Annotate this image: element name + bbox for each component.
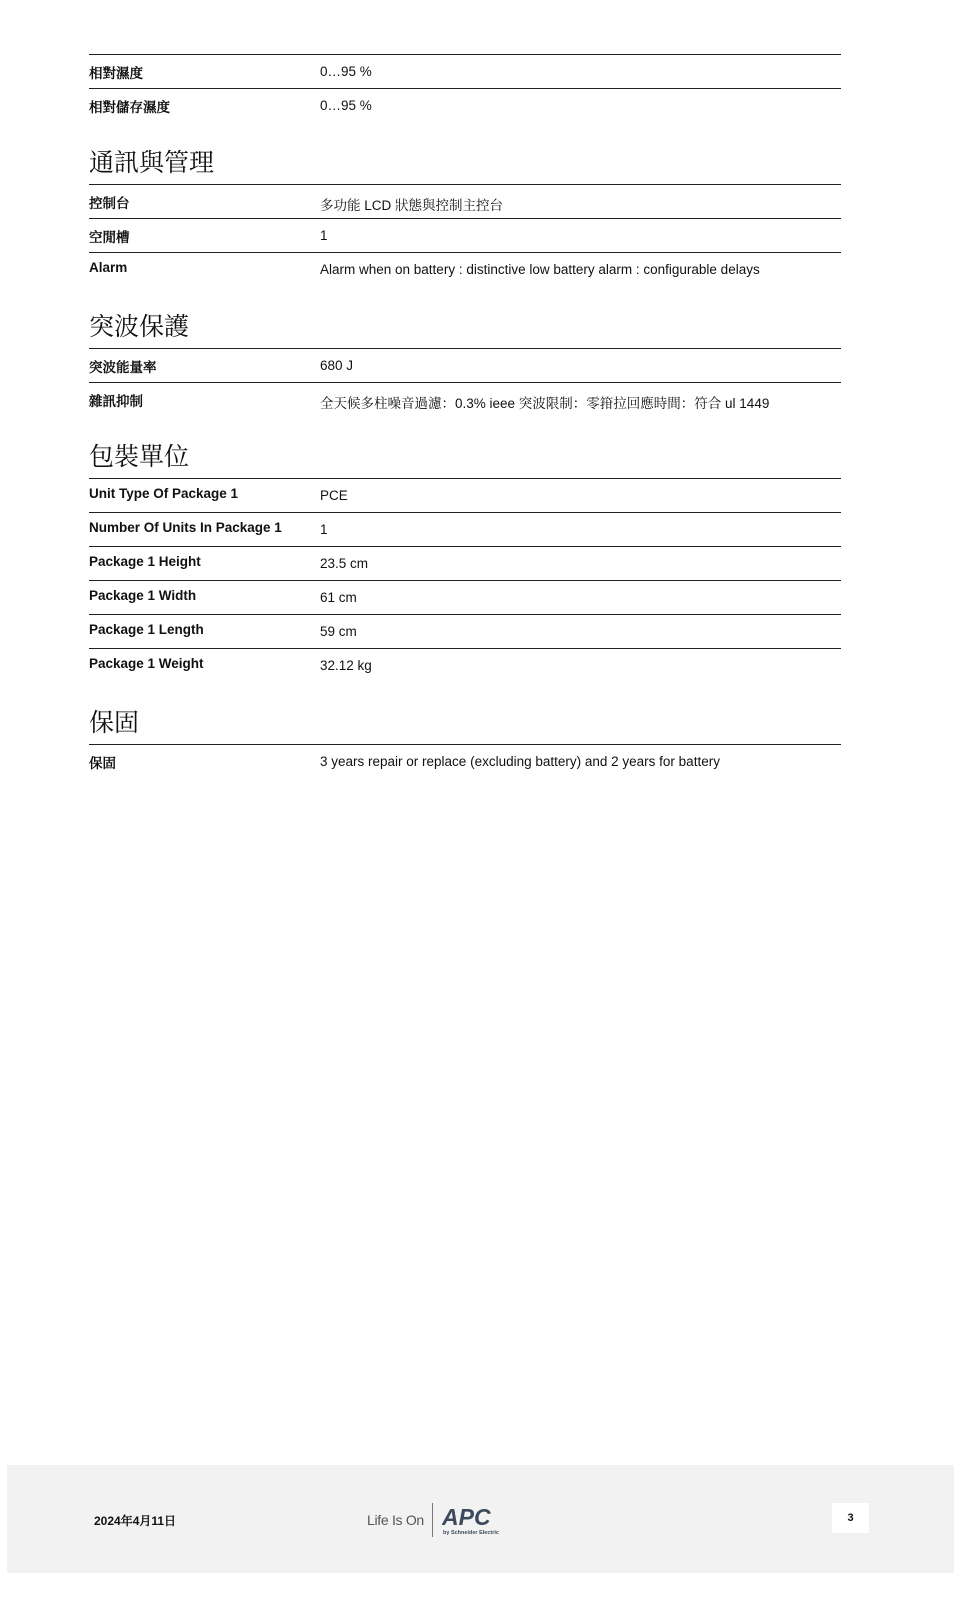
spec-row (89, 382, 841, 416)
spec-label: Package 1 Height (89, 554, 201, 569)
spec-value: 59 cm (320, 624, 357, 639)
spec-row (89, 348, 841, 382)
spec-value: 61 cm (320, 590, 357, 605)
spec-label: 空閒槽 (89, 230, 130, 245)
spec-row (89, 88, 841, 122)
spec-value: 32.12 kg (320, 658, 372, 673)
spec-label: Package 1 Length (89, 622, 204, 637)
spec-row (89, 184, 841, 218)
brand-divider (432, 1503, 433, 1537)
apc-logo (442, 1506, 508, 1535)
section-environment (89, 54, 841, 122)
section-communications (89, 122, 841, 286)
spec-label: 相對儲存濕度 (89, 100, 170, 115)
spec-content (89, 54, 841, 778)
spec-value: 3 years repair or replace (excluding battery) and 2 years for battery (320, 754, 720, 769)
section-title: 通訊與管理 (89, 149, 215, 177)
brand-sub: by Schneider Electric (442, 1529, 499, 1535)
section-title: 包裝單位 (89, 443, 190, 471)
footer-date: 2024年4月11日 (94, 1514, 177, 1528)
section-warranty (89, 682, 841, 778)
spec-row (89, 648, 841, 682)
section-title: 保固 (89, 709, 140, 737)
spec-label: 雜訊抑制 (89, 394, 143, 409)
spec-row (89, 546, 841, 580)
spec-label: 突波能量率 (89, 360, 157, 375)
spec-row (89, 54, 841, 88)
spec-value: 0…95 % (320, 64, 372, 79)
spec-row (89, 512, 841, 546)
spec-value: 23.5 cm (320, 556, 369, 571)
apc-wordmark-icon (442, 1506, 508, 1528)
spec-row (89, 478, 841, 512)
spec-value: 全天候多柱噪音過濾：0.3% ieee 突波限制：零箝拉回應時間：符合 ul 1449 (320, 396, 770, 411)
section-surge-protection (89, 286, 841, 416)
spec-label: Package 1 Weight (89, 656, 204, 671)
page-number: 3 (832, 1503, 869, 1533)
spec-label: Unit Type Of Package 1 (89, 486, 239, 501)
spec-value: 多功能 LCD 狀態與控制主控台 (320, 198, 504, 213)
spec-label: Number Of Units In Package 1 (89, 520, 282, 535)
spec-value: 1 (320, 228, 328, 243)
page-footer (7, 1465, 954, 1573)
spec-row (89, 744, 841, 778)
spec-label: Package 1 Width (89, 588, 197, 603)
schneider-sub-icon (442, 1528, 508, 1535)
spec-value: PCE (320, 488, 348, 503)
section-title: 突波保護 (89, 313, 190, 341)
tagline: Life Is On (367, 1512, 424, 1528)
spec-row (89, 218, 841, 252)
spec-label: 保固 (89, 756, 116, 771)
section-packaging (89, 416, 841, 682)
spec-row (89, 252, 841, 286)
spec-row (89, 614, 841, 648)
spec-value: 0…95 % (320, 98, 372, 113)
spec-label: 相對濕度 (89, 66, 143, 81)
spec-row (89, 580, 841, 614)
brand-logo (367, 1501, 508, 1539)
spec-label: Alarm (89, 260, 128, 275)
apc-wordmark: APC (441, 1505, 491, 1528)
spec-value: Alarm when on battery : distinctive low battery alarm : configurable delays (320, 262, 760, 277)
spec-value: 680 J (320, 358, 354, 373)
spec-label: 控制台 (89, 196, 130, 211)
spec-value: 1 (320, 522, 328, 537)
